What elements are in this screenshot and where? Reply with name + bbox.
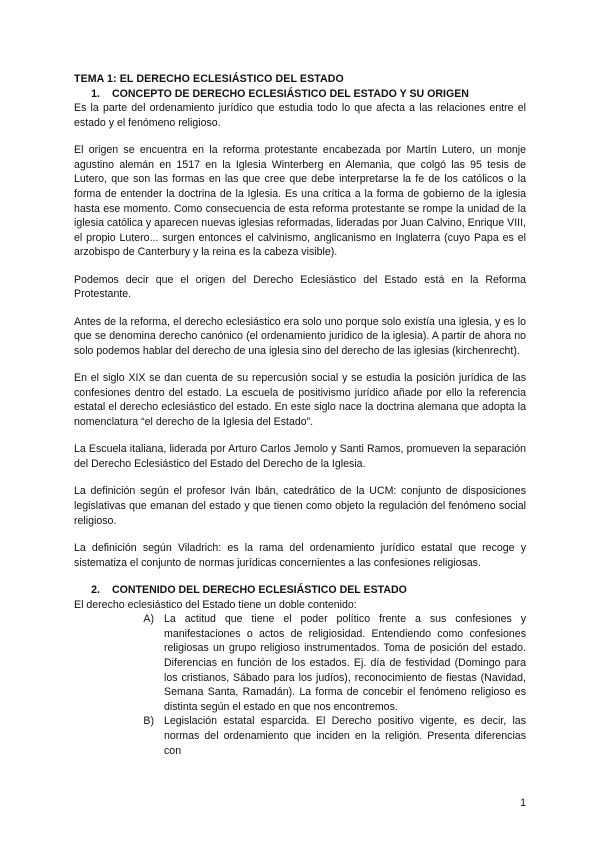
content-list <box>74 612 526 758</box>
list-marker: B) <box>143 715 154 728</box>
paragraph: La definición según Viladrich: es la rama del ordenamiento jurídico estatal que recoge y sistematiza el conjunto de normas jurídicas concernientes a las confesiones religiosas. <box>74 542 526 569</box>
paragraph: La definición según el profesor Iván Ibán, catedrático de la UCM: conjunto de disposiciones legislativas que emanan del estado y que tienen como objeto la regulación del fenómeno social religioso. <box>74 485 526 527</box>
document-title: TEMA 1: EL DERECHO ECLESIÁSTICO DEL ESTADO <box>74 73 344 85</box>
list-marker: A) <box>143 613 154 626</box>
paragraph: En el siglo XIX se dan cuenta de su repercusión social y se estudia la posición jurídica de las confesiones dentro del estado. La escuela de positivismo jurídico añade por ello la referencia estatal el derecho eclesiástico del estado. En este siglo nace la doctrina alemana que adopta la nomenclatura “el derecho de la Iglesia del Estado”. <box>74 372 526 429</box>
section-2-heading <box>74 583 526 598</box>
section-1-title: CONCEPTO DE DERECHO ECLESIÁSTICO DEL ESTADO Y SU ORIGEN <box>112 87 469 100</box>
list-item-text: Legislación estatal esparcida. El Derecho positivo vigente, es decir, las normas del ordenamiento que inciden en la religión. Presenta diferencias con <box>164 715 526 757</box>
section-2-title: CONTENIDO DEL DERECHO ECLESIÁSTICO DEL ESTADO <box>112 584 407 596</box>
document-body <box>74 72 526 758</box>
section-1-number: 1. <box>91 87 100 100</box>
list-item <box>74 714 526 758</box>
page-number: 1 <box>520 797 526 809</box>
section-2-intro: El derecho eclesiástico del Estado tiene un doble contenido: <box>74 598 357 611</box>
paragraph: El origen se encuentra en la reforma protestante encabezada por Martín Lutero, un monje agustino alemán en 1517 en la Iglesia Winterberg en Alemania, que colgó las 95 tesis de Lutero, que son las formas en las que cree que debe interpretarse la fe de los católicos o la forma de entender la doctrina de la Iglesia. Es una crítica a la forma de gobierno de la iglesia hasta ese momento. Como consecuencia de esta reforma protestante se rompe la unidad de la iglesia católica y aparecen nuevas iglesias reformadas, lideradas por Juan Calvino, Enrique VIII, el propio Lutero... surgen entonces el calvinismo, anglicanismo en Inglaterra (cuyo Papa es el arzobispo de Canterbury y la reina es la cabeza visible). <box>74 144 526 259</box>
paragraph: La Escuela italiana, liderada por Arturo Carlos Jemolo y Santi Ramos, promueven la separación del Derecho Eclesiástico del Estado del Derecho de la Iglesia. <box>74 443 526 471</box>
paragraph: Es la parte del ordenamiento jurídico que estudia todo lo que afecta a las relaciones entre el estado y el fenómeno religioso. <box>74 102 526 129</box>
list-item <box>74 612 526 714</box>
section-2-number: 2. <box>91 584 100 596</box>
section-1-heading <box>74 87 526 102</box>
paragraph: Antes de la reforma, el derecho eclesiástico era solo uno porque solo existía una iglesia, y es lo que se denomina derecho canónico (el ordenamiento jurídico de la iglesia). A partir de ahora no solo podemos hablar del derecho de una iglesia sino del derecho de las iglesias (kirchenrecht). <box>74 315 526 357</box>
list-item-text: La actitud que tiene el poder político frente a sus confesiones y manifestaciones o actos de religiosidad. Entendiendo como confesiones religiosas un grupo religioso instrumentados. Toma de posición del estado. Diferencias en función de los estados. Ej. día de festividad (Domingo para los cristianos, Sábado para los judíos), reconocimiento de fiestas (Navidad, Semana Santa, Ramadán). La forma de concebir el fenómeno religioso es distinta según el estado en que nos encontremos. <box>164 613 526 713</box>
paragraph: Podemos decir que el origen del Derecho Eclesiástico del Estado está en la Reforma Protestante. <box>74 273 526 301</box>
